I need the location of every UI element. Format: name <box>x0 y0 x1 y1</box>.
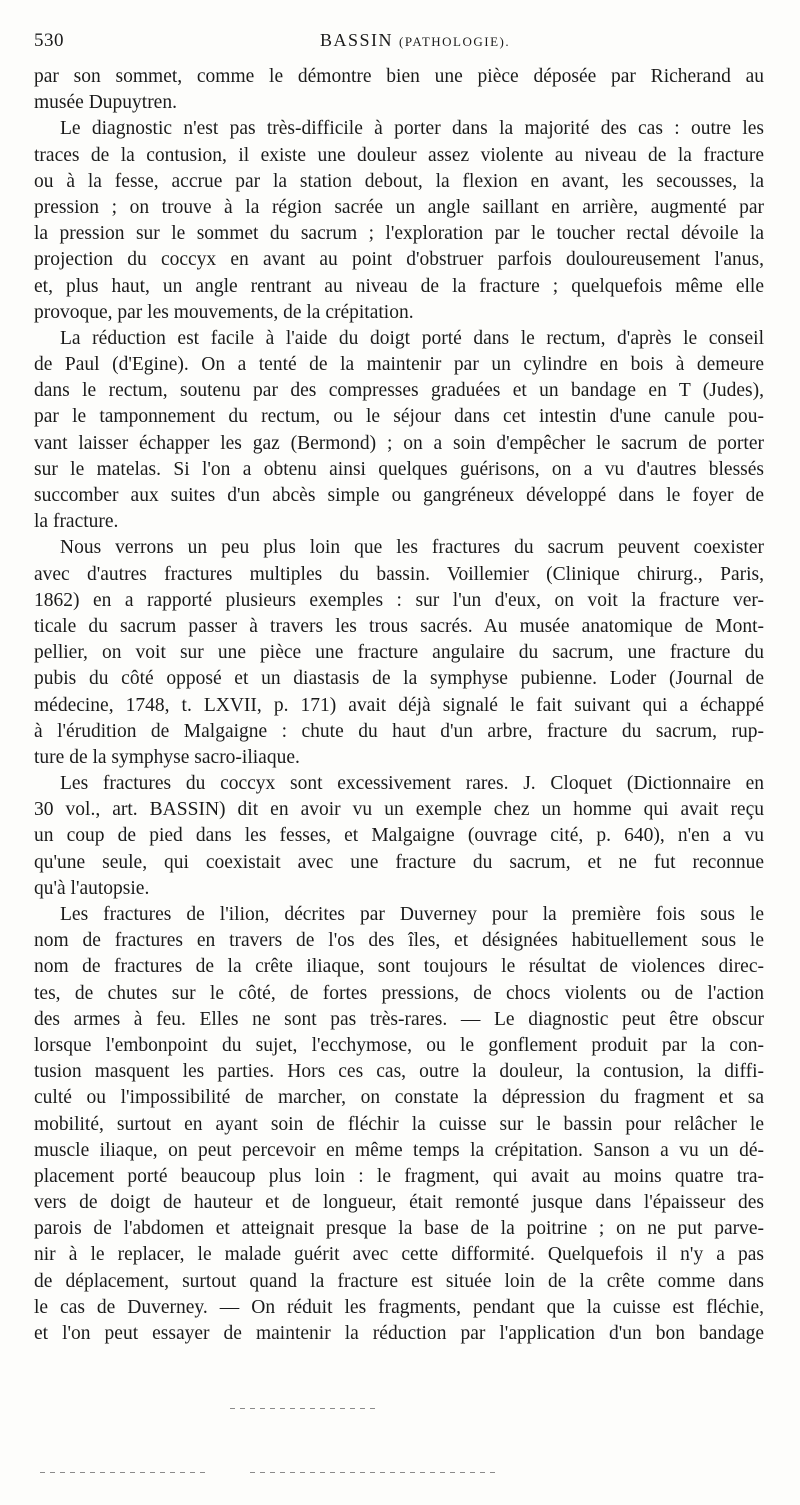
running-title <box>320 30 510 51</box>
text-line: médecine, 1748, t. LXVII, p. 171) avait déjà signalé le fait suivant qui a échappé <box>34 694 764 716</box>
text-line: nom de fractures de la crête iliaque, sont toujours le résultat de violences direc- <box>34 956 764 978</box>
text-line: avec d'autres fractures multiples du bassin. Voillemier (Clinique chirurg., Paris, <box>34 563 764 585</box>
text-line: ture de la symphyse sacro-iliaque. <box>34 746 300 768</box>
text-line: un coup de pied dans les fesses, et Malgaigne (ouvrage cité, p. 640), n'en a vu <box>34 825 764 847</box>
scan-artifact-line <box>230 1408 380 1409</box>
running-title-sub: (PATHOLOGIE). <box>399 34 511 49</box>
running-title-main: BASSIN <box>320 30 394 50</box>
page-header <box>34 30 764 56</box>
text-line: projection du coccyx en avant au point d'obstruer parfois douloureusement l'anus, <box>34 249 764 271</box>
text-line: et, plus haut, un angle rentrant au niveau de la fracture ; quelquefois même elle <box>34 275 764 297</box>
text-line: par le tamponnement du rectum, ou le séjour dans cet intestin d'une canule pou- <box>34 406 764 428</box>
text-line: placement porté beaucoup plus loin : le fragment, qui avait au moins quatre tra- <box>34 1165 764 1187</box>
text-line: La réduction est facile à l'aide du doigt porté dans le rectum, d'après le conseil <box>60 327 764 349</box>
text-line: musée Dupuytren. <box>34 92 177 114</box>
text-line: le cas de Duverney. — On réduit les fragments, pendant que la cuisse est fléchie, <box>34 1296 764 1318</box>
text-line: muscle iliaque, on peut percevoir en même temps la crépitation. Sanson a vu un dé- <box>34 1139 764 1161</box>
text-line: culté ou l'impossibilité de marcher, on constate la dépression du fragment et sa <box>34 1087 764 1109</box>
text-line: et l'on peut essayer de maintenir la réduction par l'application d'un bon bandage <box>34 1323 764 1344</box>
text-line: traces de la contusion, il existe une douleur assez violente au niveau de la fracture <box>34 144 764 166</box>
text-line: Les fractures du coccyx sont excessivement rares. J. Cloquet (Dictionnaire en <box>60 773 764 795</box>
text-line: provoque, par les mouvements, de la crépitation. <box>34 301 414 323</box>
scan-artifact-line <box>250 1472 500 1473</box>
text-line: sur le matelas. Si l'on a obtenu ainsi quelques guérisons, on a vu d'autres blessés <box>34 458 764 480</box>
text-line: 30 vol., art. BASSIN) dit en avoir vu un exemple chez un homme qui avait reçu <box>34 799 764 821</box>
text-line: pression ; on trouve à la région sacrée un angle saillant en arrière, augmenté par <box>34 196 764 218</box>
text-line: la pression sur le sommet du sacrum ; l'exploration par le toucher rectal dévoile la <box>34 223 764 245</box>
text-line: Le diagnostic n'est pas très-difficile à porter dans la majorité des cas : outre les <box>60 118 764 140</box>
text-line: vers de doigt de hauteur et de longueur, était remonté jusque dans l'épaisseur des <box>34 1192 764 1214</box>
text-line: qu'à l'autopsie. <box>34 877 150 899</box>
text-line: lorsque l'embonpoint du sujet, l'ecchymose, ou le gonflement produit par la con- <box>34 1034 764 1056</box>
text-line: par son sommet, comme le démontre bien une pièce déposée par Richerand au <box>34 66 764 87</box>
text-line: des armes à feu. Elles ne sont pas très-rares. — Le diagnostic peut être obscur <box>34 1008 764 1030</box>
text-line: Nous verrons un peu plus loin que les fractures du sacrum peuvent coexister <box>60 537 764 559</box>
text-line: ou à la fesse, accrue par la station debout, la flexion en avant, les secousses, la <box>34 170 764 192</box>
text-line: pubis du côté opposé et un diastasis de la symphyse pubienne. Loder (Journal de <box>34 668 764 690</box>
text-line: pellier, on voit sur une pièce une fracture angulaire du sacrum, une fracture du <box>34 642 764 664</box>
text-line: nom de fractures en travers de l'os des îles, et désignées habituellement sous le <box>34 930 764 952</box>
text-line: tusion masquent les parties. Hors ces cas, outre la douleur, la contusion, la diffi- <box>34 1061 764 1083</box>
text-line: à l'érudition de Malgaigne : chute du haut d'un arbre, fracture du sacrum, rup- <box>34 720 764 742</box>
text-line: mobilité, surtout en ayant soin de fléchir la cuisse sur le bassin pour relâcher le <box>34 1113 764 1135</box>
text-line: nir à le replacer, le malade guérit avec cette difformité. Quelquefois il n'y a pas <box>34 1244 764 1266</box>
scan-artifact-line <box>40 1472 210 1473</box>
page-number: 530 <box>34 30 64 51</box>
text-line: 1862) en a rapporté plusieurs exemples : sur l'un d'eux, on voit la fracture ver- <box>34 589 764 611</box>
text-line: de déplacement, surtout quand la fracture est située loin de la crête comme dans <box>34 1270 764 1292</box>
text-line: ticale du sacrum passer à travers les trous sacrés. Au musée anatomique de Mont- <box>34 615 764 637</box>
text-line: succomber aux suites d'un abcès simple ou gangréneux développé dans le foyer de <box>34 485 764 506</box>
text-line: parois de l'abdomen et atteignait presque la base de la poitrine ; on ne put parve- <box>34 1218 764 1240</box>
text-line: Les fractures de l'ilion, décrites par Duverney pour la première fois sous le <box>60 904 764 925</box>
text-line: vant laisser échapper les gaz (Bermond) ; on a soin d'empêcher le sacrum de porter <box>34 432 764 454</box>
text-line: tes, de chutes sur le côté, de fortes pressions, de chocs violents ou de l'action <box>34 982 764 1004</box>
text-line: qu'une seule, qui coexistait avec une fracture du sacrum, et ne fut reconnue <box>34 851 764 873</box>
text-line: dans le rectum, soutenu par des compresses graduées et un bandage en T (Judes), <box>34 380 764 402</box>
body-text <box>34 64 764 1347</box>
text-line: la fracture. <box>34 511 119 533</box>
text-line: de Paul (d'Egine). On a tenté de la maintenir par un cylindre en bois à demeure <box>34 354 764 376</box>
